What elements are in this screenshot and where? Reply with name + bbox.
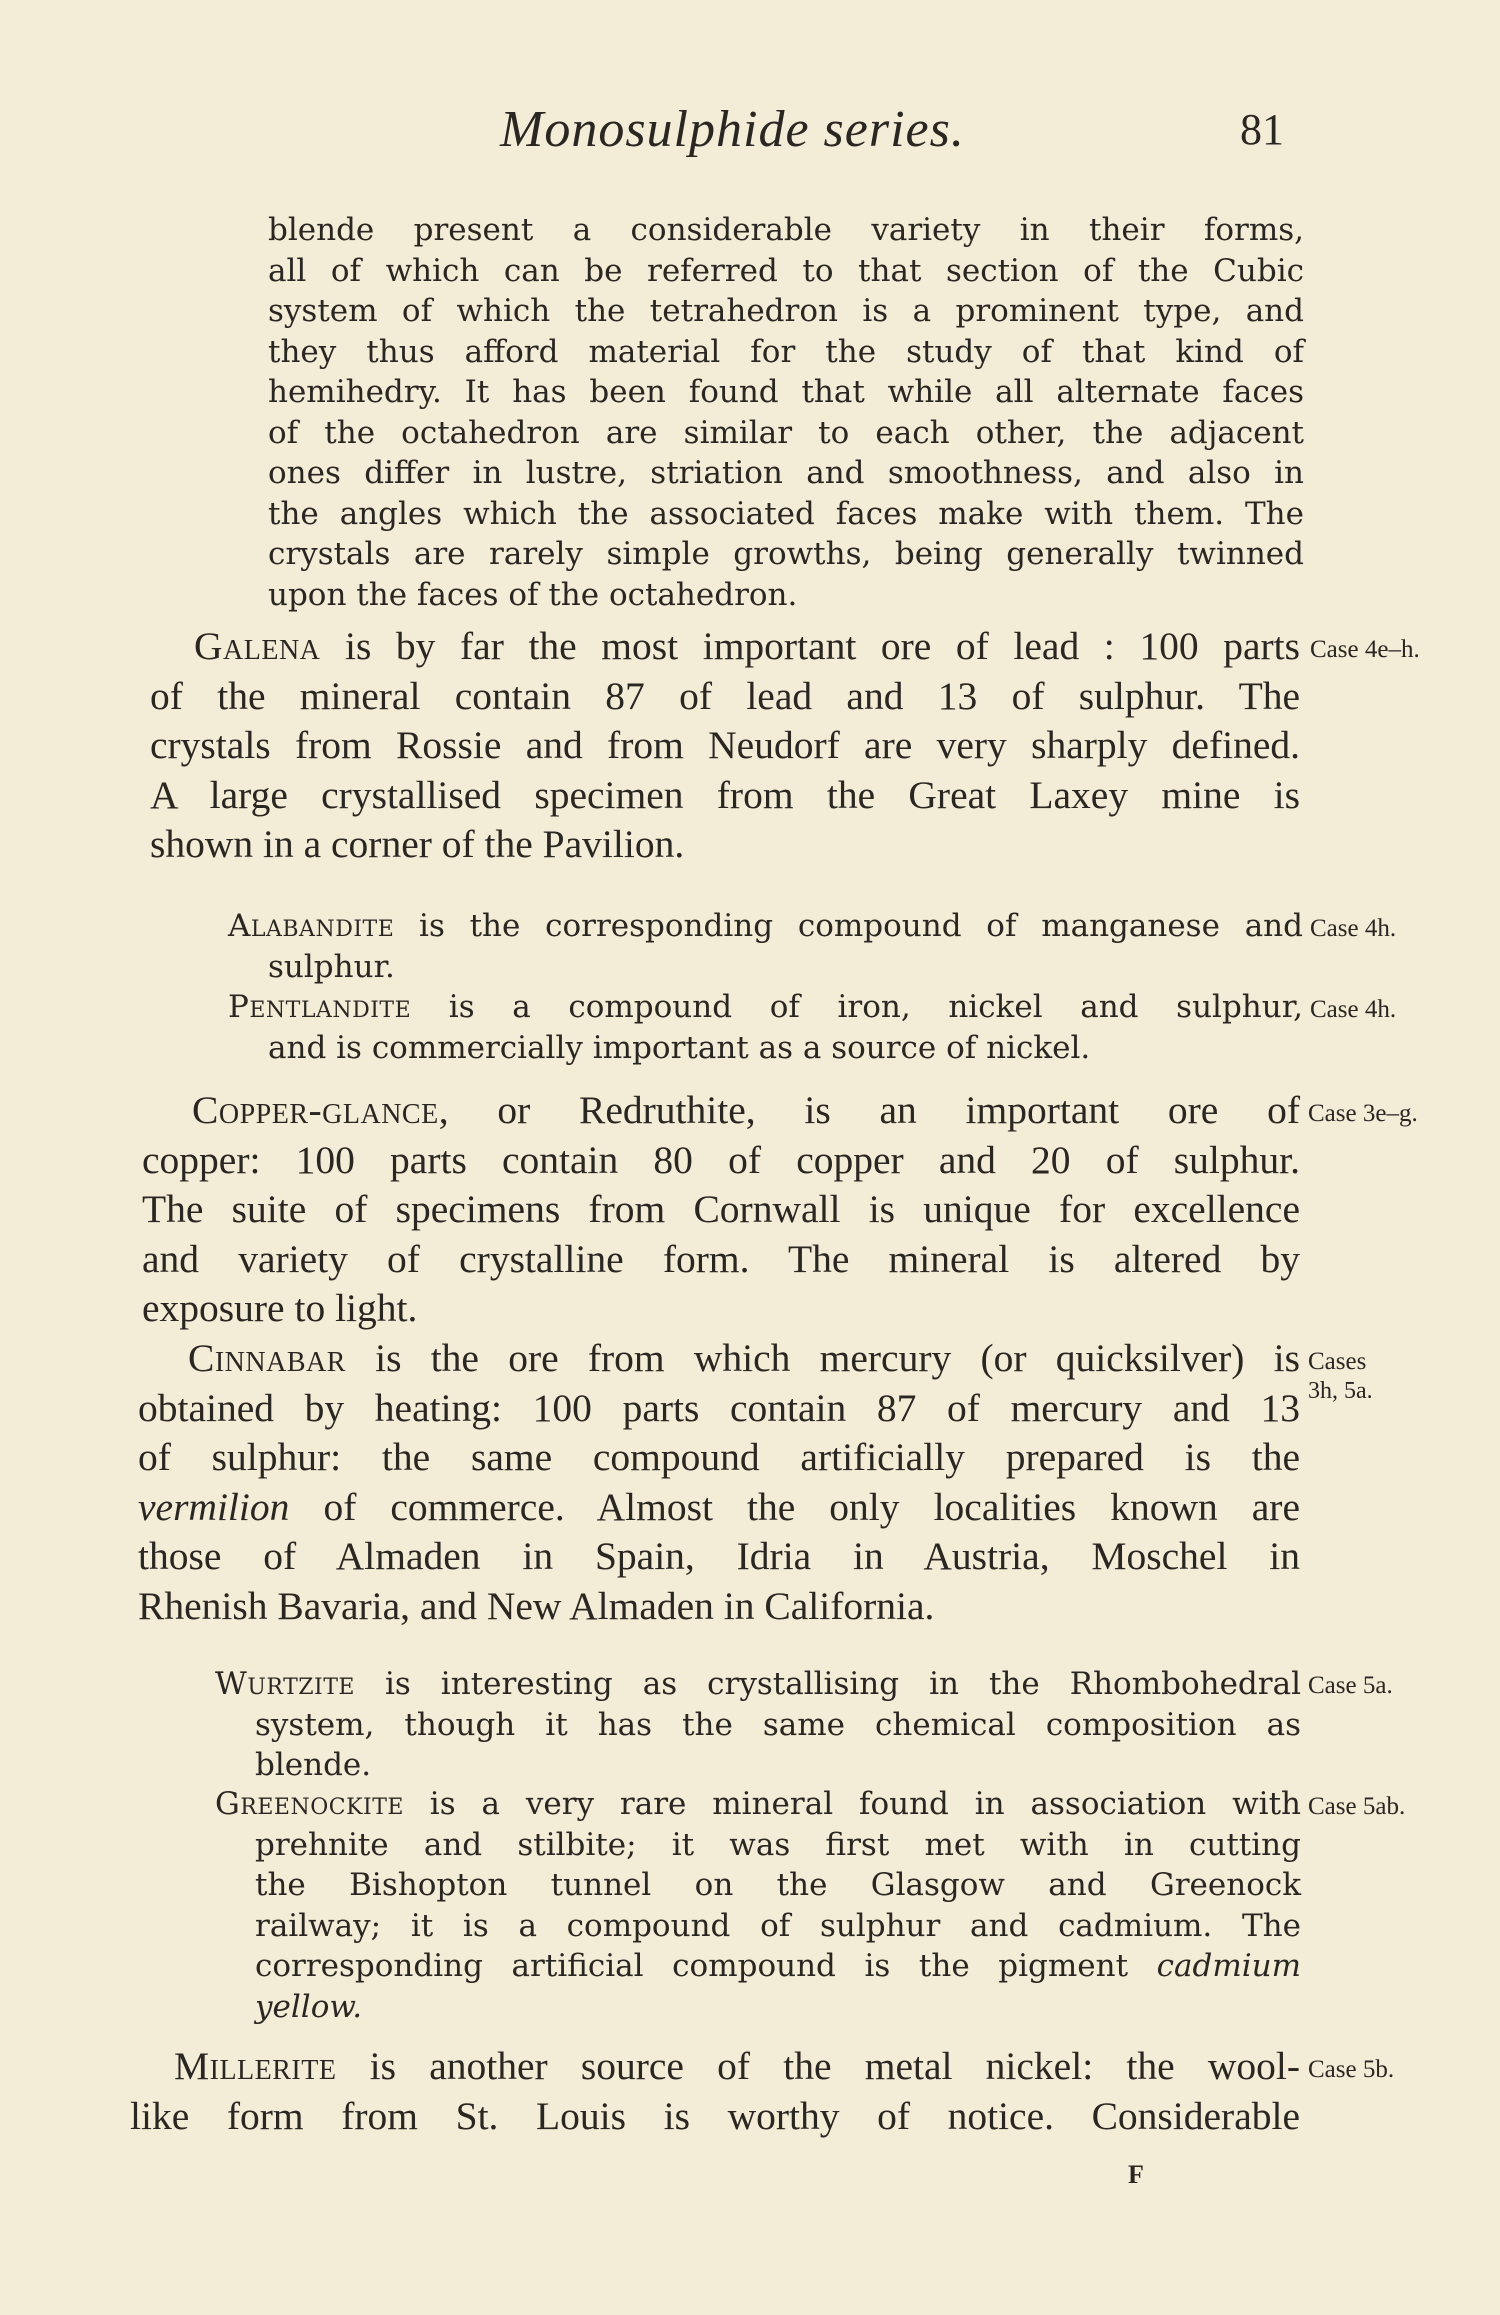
running-title: Monosulphide series. <box>500 101 965 158</box>
text-run: is the corresponding compound of manganese and <box>394 908 1303 944</box>
case-reference: Case 4h. <box>1310 996 1397 1023</box>
mineral-name-copper-glance: Copper-glance <box>192 1088 439 1132</box>
text-line: sulphur. <box>268 948 395 985</box>
text-run: , or Redruthite, is an important ore of <box>438 1088 1300 1132</box>
text-line: copper: 100 parts contain 80 of copper and 20 of sulphur. <box>142 1137 1300 1182</box>
text-line: exposure to light. <box>142 1286 418 1330</box>
text-line: railway; it is a compound of sulphur and cadmium. The <box>255 1907 1301 1944</box>
text-line: and variety of crystalline form. The mineral is altered by <box>142 1236 1300 1281</box>
text-line <box>150 622 1300 672</box>
text-line: the Bishopton tunnel on the Glasgow and Greenock <box>255 1867 1301 1903</box>
text-line: blende. <box>255 1747 372 1783</box>
text-run: of commerce. Almost the only localities known are <box>289 1484 1300 1529</box>
millerite-paragraph <box>130 2042 1300 2141</box>
text-line: The suite of specimens from Cornwall is unique for excellence <box>142 1187 1300 1231</box>
mineral-name-pentlandite: Pentlandite <box>228 989 412 1025</box>
case-reference: Case 5ab. <box>1308 1793 1406 1820</box>
galena-paragraph <box>150 622 1300 870</box>
text-line: obtained by heating: 100 parts contain 87 of mercury and 13 <box>138 1385 1300 1430</box>
text-line: hemihedry. It has been found that while all alternate faces <box>268 374 1304 410</box>
text-line <box>138 1334 1300 1384</box>
wurtzite-paragraph <box>215 1664 1301 1786</box>
text-line: blende present a considerable variety in their forms, <box>268 212 1304 248</box>
text-line: they thus afford material for the study of that kind of <box>268 333 1304 370</box>
mineral-name-cinnabar: Cinnabar <box>188 1336 346 1380</box>
text-line: system of which the tetrahedron is a prominent type, and <box>268 293 1304 329</box>
text-line <box>215 1784 1301 1825</box>
signature-mark: F <box>1128 2160 1144 2189</box>
text-line: system, though it has the same chemical composition as <box>255 1706 1301 1743</box>
text-line <box>138 1483 1300 1533</box>
case-reference: Case 5a. <box>1308 1672 1393 1699</box>
text-line <box>142 1086 1300 1136</box>
text-line <box>228 987 1303 1028</box>
case-reference: Case 4e–h. <box>1310 636 1420 663</box>
pentlandite-paragraph <box>228 987 1303 1068</box>
text-run: is the ore from which mercury (or quicksilver) is <box>345 1336 1300 1380</box>
mineral-name-greenockite: Greenockite <box>215 1786 404 1822</box>
case-reference: 3h, 5a. <box>1308 1378 1373 1404</box>
text-line: those of Almaden in Spain, Idria in Austria, Moschel in <box>138 1534 1300 1578</box>
text-line: the angles which the associated faces make with them. The <box>268 495 1304 532</box>
case-reference: Case 4h. <box>1310 915 1397 942</box>
italic-term-yellow: yellow. <box>255 1988 363 2025</box>
text-run: is a compound of iron, nickel and sulphur, <box>411 989 1303 1025</box>
text-run: corresponding artificial compound is the pigment <box>255 1948 1157 1984</box>
text-run: is by far the most important ore of lead : 100 parts <box>320 624 1300 668</box>
case-reference: Case 5b. <box>1308 2056 1395 2083</box>
text-line: and is commercially important as a source of nickel. <box>268 1029 1091 1066</box>
italic-term-cadmium: cadmium <box>1156 1948 1301 1984</box>
mineral-name-alabandite: Alabandite <box>228 908 395 944</box>
mineral-name-galena: Galena <box>194 624 321 668</box>
text-run: is a very rare mineral found in association with <box>403 1786 1301 1822</box>
mineral-name-wurtzite: Wurtzite <box>215 1666 355 1702</box>
text-line: shown in a corner of the Pavilion. <box>150 822 685 866</box>
cinnabar-paragraph <box>138 1334 1300 1631</box>
alabandite-paragraph <box>228 906 1303 987</box>
running-header <box>0 100 1500 170</box>
text-line: of the octahedron are similar to each other, the adjacent <box>268 414 1304 451</box>
text-line: A large crystallised specimen from the Great Laxey mine is <box>150 772 1300 817</box>
text-line <box>215 1664 1301 1705</box>
text-line: ones differ in lustre, striation and smoothness, and also in <box>268 455 1304 491</box>
text-line <box>228 906 1303 947</box>
greenockite-paragraph <box>215 1784 1301 2027</box>
text-run: is another source of the metal nickel: the wool- <box>336 2044 1300 2088</box>
case-reference: Cases <box>1308 1348 1367 1375</box>
text-run: is interesting as crystallising in the Rhombohedral <box>354 1666 1301 1702</box>
page-number: 81 <box>1240 105 1284 154</box>
text-line: of the mineral contain 87 of lead and 13 of sulphur. The <box>150 673 1300 718</box>
blende-paragraph <box>268 210 1304 615</box>
text-line: Rhenish Bavaria, and New Almaden in California. <box>138 1583 935 1628</box>
text-line: crystals from Rossie and from Neudorf are very sharply defined. <box>150 723 1300 767</box>
text-line: like form from St. Louis is worthy of notice. Considerable <box>130 2093 1300 2138</box>
text-line: all of which can be referred to that section of the Cubic <box>268 252 1304 289</box>
text-line: of sulphur: the same compound artificially prepared is the <box>138 1435 1300 1479</box>
mineral-name-millerite: Millerite <box>174 2044 337 2088</box>
case-reference: Case 3e–g. <box>1308 1100 1418 1127</box>
text-line: prehnite and stilbite; it was first met with in cutting <box>255 1826 1301 1863</box>
text-line <box>215 1946 1301 1987</box>
text-line: crystals are rarely simple growths, being generally twinned <box>268 536 1304 572</box>
copper-glance-paragraph <box>142 1086 1300 1334</box>
text-line <box>215 1987 1301 2028</box>
text-line: upon the faces of the octahedron. <box>268 576 798 613</box>
text-line <box>130 2042 1300 2092</box>
italic-term-vermilion: vermilion <box>138 1484 290 1529</box>
